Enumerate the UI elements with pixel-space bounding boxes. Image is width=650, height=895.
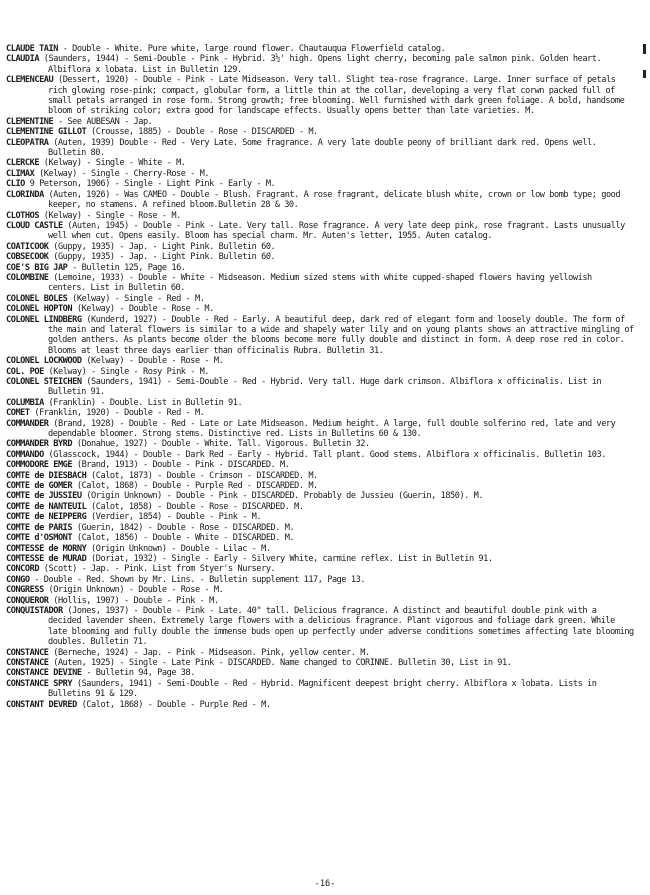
catalog-entry — [6, 554, 634, 564]
entry-description: 9 Peterson, 1906) - Single - Light Pink - Early - M. — [24, 179, 276, 190]
entry-name: COMTESSE de MURAD — [6, 553, 87, 564]
entry-name: COLONEL HOPTON — [6, 304, 73, 315]
entry-description: (Kelway) - Single - Cherry-Rose - M. — [34, 168, 210, 179]
catalog-entry — [6, 533, 634, 543]
entry-name: COLUMBIA — [6, 397, 44, 408]
entry-name: CLAUDIA — [6, 54, 40, 65]
entry-description: (Auten, 1926) - Was CAMEO - Double - Blush. Fragrant. A rose fragrant, delicate blush white, crown or low bomb type; good keeper, no stamens. A refined bloom.Bulletin 28 & 30. — [43, 189, 621, 211]
entry-name: COMTE de GOMER — [6, 481, 73, 492]
catalog-entry — [6, 75, 634, 117]
catalog-entry — [6, 648, 634, 658]
entry-description: (Origin Unknown) - Double - Pink - DISCARDED. Probably de Jussieu (Guerin, 1850). M. — [81, 491, 484, 502]
entry-description: (Guppy, 1935) - Jap. - Light Pink. Bulletin 60. — [48, 252, 276, 263]
entry-name: COLONEL LOCKWOOD — [6, 356, 82, 367]
entry-name: COMMODORE EMGE — [6, 460, 73, 471]
entry-name: COMTESSE de MORNY — [6, 543, 87, 554]
catalog-entry — [6, 606, 634, 648]
entry-description: (Dessert, 1920) - Double - Pink - Late Midseason. Very tall. Slight tea-rose fragrance. Large. Inner surface of petals rich glowing rose-pink; compact, globular form, a little thin at the collar, developing a very flat corwn packed full of small petals arranged in rose form. Strong growth; free blooming. Well furnished with dark green foliage. A bold, handsome bloom of striking color; extra good for landscape effects. Usually opens better than late varieties. M. — [48, 75, 625, 117]
entry-name: CONSTANCE — [6, 657, 49, 668]
entry-description: (Doriat, 1932) - Single - Early - Silvery White, carmine reflex. List in Bulletin 91. — [86, 553, 493, 564]
entry-description: (Kunderd, 1927) - Double - Red - Early. A beautiful deep, dark red of elegant form and loosely double. The form of the main and lateral flowers is similar to a wide and shapely water lily and on young plants shows an attractive mingling of golden anthers. As plants become older the blooms become more fully double and distinct in form. A deep rose red in color. Blooms at least three days earlier than officinalis Rubra. Bulletin 31. — [48, 314, 634, 356]
catalog-entry — [6, 252, 634, 262]
entry-name: COMTE de DIESBACH — [6, 470, 87, 481]
entry-name: COBSECOOK — [6, 252, 49, 263]
entry-name: CONSTANT DEVRED — [6, 699, 77, 710]
entry-description: (Jones, 1937) - Double - Pink - Late. 40" tall. Delicious fragrance. A distinct and beautiful double pink with a decided lavender sheen. Extremely large flowers with a delicious fragrance. Plant vigorous and foliage dark green. While late blooming and fully double the immense buds open up perfectly under adverse conditions sometimes affecting late blooming doubles. Bulletin 71. — [48, 605, 634, 648]
entry-description: (Calot, 1868) - Double - Purple Red - M. — [76, 699, 271, 710]
catalog-entry — [6, 263, 634, 273]
entry-name: COMTE de NANTEUIL — [6, 501, 87, 512]
entry-description: (Verdier, 1854) - Double - Pink - M. — [86, 512, 262, 523]
catalog-entry — [6, 408, 634, 418]
catalog-entry — [6, 481, 634, 491]
entry-description: (Saunders, 1941) - Semi-Double - Red - Hybrid. Very tall. Huge dark crimson. Albiflora x officinalis. List in Bulletin 91. — [48, 377, 602, 398]
entry-name: COMMANDO — [6, 449, 44, 460]
entry-name: COMTE d'OSMONT — [6, 533, 73, 544]
catalog-entry — [6, 54, 634, 75]
entry-description: - Double - White. Pure white, large round flower. Chautauqua Flowerfield catalog. — [57, 44, 446, 54]
entry-name: CONSTANCE DEVINE — [6, 668, 82, 679]
entry-name: COMTE de JUSSIEU — [6, 491, 82, 502]
entry-name: COLOMBINE — [6, 272, 49, 283]
entry-description: (Origin Unknown) - Double - Lilac - M. — [86, 543, 271, 554]
entry-description: (Origin Unknown) - Double - Rose - M. — [43, 585, 224, 596]
catalog-entry — [6, 544, 634, 554]
entry-name: COATICOOK — [6, 241, 49, 252]
catalog-entry — [6, 44, 634, 54]
entry-name: COLONEL STEICHEN — [6, 377, 82, 387]
catalog-entry — [6, 367, 634, 377]
catalog-entry — [6, 211, 634, 221]
catalog-entry — [6, 304, 634, 314]
margin-binding-mark — [643, 44, 646, 54]
catalog-entry — [6, 221, 634, 242]
entry-description: - See AUBESAN - Jap. — [53, 116, 153, 127]
catalog-entry — [6, 179, 634, 189]
entry-name: CLIO — [6, 179, 25, 190]
entry-name: CONSTANCE — [6, 647, 49, 658]
catalog-entry — [6, 575, 634, 585]
entry-description: - Bulletin 125, Page 16. — [67, 262, 186, 273]
entry-description: (Calot, 1858) - Double - Rose - DISCARDED. M. — [86, 501, 304, 512]
catalog-entry — [6, 585, 634, 595]
entry-name: CONQUEROR — [6, 595, 49, 606]
catalog-entry — [6, 273, 634, 294]
entry-name: CONCORD — [6, 564, 40, 575]
entry-description: - Bulletin 94, Page 38. — [81, 668, 195, 679]
entry-description: (Saunders, 1941) - Semi-Double - Red - Hybrid. Magnificent deepest bright cherry. Albiflora x lobata. Lists in Bulletins 91 & 129. — [48, 678, 597, 700]
catalog-entry — [6, 523, 634, 533]
entry-name: COMMANDER BYRD — [6, 439, 73, 450]
entry-description: (Kelway) - Double - Rose - M. — [72, 304, 214, 315]
entry-description: (Calot, 1873) - Double - Crimson - DISCARDED. M. — [86, 470, 318, 481]
catalog-entry — [6, 679, 634, 700]
entry-name: CLEOPATRA — [6, 137, 49, 148]
catalog-entry — [6, 138, 634, 159]
entry-description: (Kelway) - Single - Rosy Pink - M. — [43, 366, 210, 377]
entry-description: (Kelway) - Single - Red - M. — [67, 293, 205, 304]
document-body — [6, 44, 634, 710]
entry-name: CLEMENCEAU — [6, 75, 54, 86]
catalog-entry — [6, 419, 634, 440]
entry-description: (Guerin, 1842) - Double - Rose - DISCARDED. M. — [72, 522, 295, 533]
entry-name: CONGRESS — [6, 585, 44, 596]
entry-description: (Glasscock, 1944) - Double - Dark Red - Early - Hybrid. Tall plant. Good stems. Albiflora x officinalis. Bulletin 103. — [43, 449, 606, 460]
catalog-entry — [6, 564, 634, 574]
page-number: -16- — [314, 879, 336, 889]
entry-description: (Franklin, 1920) - Double - Red - M. — [29, 408, 205, 419]
entry-description: - Double - Red. Shown by Mr. Lins. - Bulletin supplement 117, Page 13. — [29, 574, 366, 585]
catalog-entry — [6, 356, 634, 366]
entry-name: COMTE de PARIS — [6, 522, 73, 533]
entry-description: (Calot, 1856) - Double - White - DISCARDED. M. — [72, 533, 295, 544]
catalog-entry — [6, 450, 634, 460]
catalog-entry — [6, 377, 634, 398]
margin-binding-mark — [643, 70, 646, 78]
entry-description: (Brand, 1928) - Double - Red - Late or Late Midseason. Medium height. A large, full double solferino red, late and very dependable bloomer. Strong stems. Distinctive red. Lists in Bulletins 60 & 130. — [48, 418, 616, 440]
entry-description: (Kelway) - Double - Rose - M. — [81, 356, 224, 367]
entry-name: CLIMAX — [6, 168, 35, 179]
entry-name: COMTE de NEIPPERG — [6, 512, 87, 523]
entry-description: (Berneche, 1924) - Jap. - Pink - Midseason. Pink, yellow center. M. — [48, 647, 370, 658]
entry-name: CLAUDE TAIN — [6, 44, 58, 54]
entry-description: (Kelway) - Single - Rose - M. — [39, 210, 181, 221]
entry-name: CLERCKE — [6, 158, 40, 169]
catalog-entry — [6, 117, 634, 127]
catalog-entry — [6, 460, 634, 470]
catalog-entry — [6, 127, 634, 137]
entry-description: (Calot, 1868) - Double - Purple Red - DISCARDED. M. — [72, 481, 318, 492]
entry-name: CONSTANCE SPRY — [6, 678, 73, 689]
entry-name: CONQUISTADOR — [6, 605, 63, 616]
entry-name: CLEMENTINE GILLOT — [6, 127, 87, 138]
catalog-entry — [6, 596, 634, 606]
catalog-entry — [6, 169, 634, 179]
catalog-entry — [6, 439, 634, 449]
entry-name: CLOUD CASTLE — [6, 220, 63, 231]
entry-description: (Crousse, 1885) - Double - Rose - DISCARDED - M. — [86, 127, 318, 138]
entry-name: CLOTHOS — [6, 210, 40, 221]
entry-description: (Donahue, 1927) - Double - White. Tall. Vigorous. Bulletin 32. — [72, 439, 370, 450]
entry-description: (Kelway) - Single - White - M. — [39, 158, 186, 169]
entry-name: COMET — [6, 408, 30, 419]
catalog-entry — [6, 315, 634, 357]
entry-description: (Hollis, 1907) - Double - Pink - M. — [48, 595, 219, 606]
entry-name: COLONEL BOLES — [6, 293, 68, 304]
entry-name: COMMANDER — [6, 418, 49, 429]
entry-description: (Auten, 1925) - Single - Late Pink - DISCARDED. Name changed to CORINNE. Bulletin 30, List in 91. — [48, 657, 512, 668]
catalog-entry — [6, 398, 634, 408]
catalog-entry — [6, 502, 634, 512]
entry-name: CONGO — [6, 574, 30, 585]
catalog-entry — [6, 700, 634, 710]
entry-description: (Lemoine, 1933) - Double - White - Midseason. Medium sized stems with white cupped-shaped flowers having yellowish centers. List in Bulletin 60. — [48, 272, 592, 294]
entry-description: (Auten, 1945) - Double - Pink - Late. Very tall. Rose fragrance. A very late deep pink, rose fragrant. Lasts unusually well when cut. Opens easily. Bloom has special charm. Mr. Auten's letter, 1955. Auten catalog. — [48, 220, 625, 242]
entry-name: CLORINDA — [6, 189, 44, 200]
entry-name: CLEMENTINE — [6, 116, 54, 127]
entry-description: (Saunders, 1944) - Semi-Double - Pink - Hybrid. 3½' high. Opens light cherry, becoming pale salmon pink. Golden heart. Albiflora x lobata. List in Bulletin 129. — [39, 54, 602, 75]
entry-description: (Franklin) - Double. List in Bulletin 91. — [43, 397, 243, 408]
catalog-entry — [6, 294, 634, 304]
entry-name: COL. POE — [6, 366, 44, 377]
entry-description: (Guppy, 1935) - Jap. - Light Pink. Bulletin 60. — [48, 241, 276, 252]
catalog-entry — [6, 668, 634, 678]
entry-description: (Auten, 1939) Double - Red - Very Late. Some fragrance. A very late double peony of brilliant dark red. Opens well. Bulletin 80. — [48, 137, 597, 159]
catalog-entry — [6, 158, 634, 168]
catalog-entry — [6, 658, 634, 668]
catalog-entry — [6, 491, 634, 501]
entry-name: COE'S BIG JAP — [6, 262, 68, 273]
catalog-entry — [6, 190, 634, 211]
catalog-entry — [6, 512, 634, 522]
catalog-entry — [6, 242, 634, 252]
entry-description: (Brand, 1913) - Double - Pink - DISCARDED. M. — [72, 460, 290, 471]
entry-description: (Scott) - Jap. - Pink. List from Styer's Nursery. — [39, 564, 276, 575]
catalog-entry — [6, 471, 634, 481]
entry-name: COLONEL LINDBERG — [6, 314, 82, 325]
